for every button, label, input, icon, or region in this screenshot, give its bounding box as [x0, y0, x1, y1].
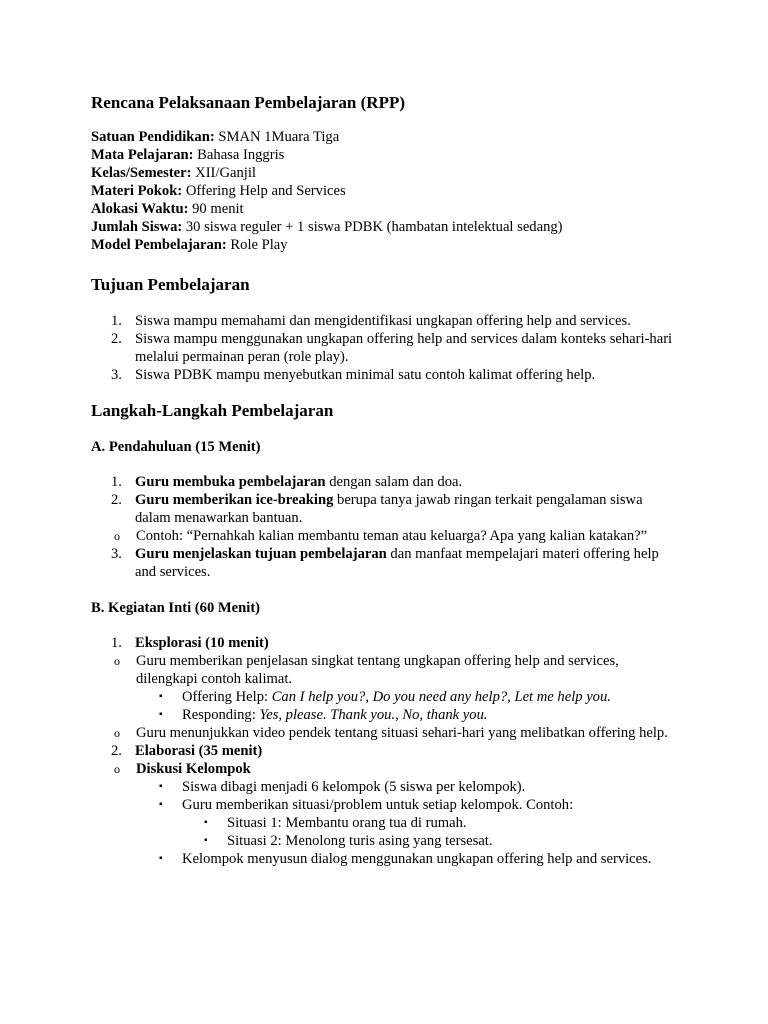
list-item-elaborasi: 2. Elaborasi (35 menit) [111, 743, 263, 759]
inti-heading: B. Kegiatan Inti (60 Menit) [91, 600, 261, 616]
list-item: 3. Siswa PDBK mampu menyebutkan minimal satu contoh kalimat offering help. [111, 367, 596, 383]
list-subitem: o Contoh: “Pernahkah kalian membantu teman atau keluarga? Apa yang kalian katakan?” [114, 528, 648, 544]
meta-kelas: Kelas/Semester: XII/Ganjil [91, 165, 256, 181]
list-number: 3. [111, 546, 122, 562]
circle-bullet-icon: o [114, 529, 120, 543]
list-number: 1. [111, 474, 122, 490]
langkah-heading: Langkah-Langkah Pembelajaran [91, 401, 334, 420]
list-number: 2. [111, 743, 122, 759]
pendahuluan-list [91, 473, 681, 581]
square-bullet-icon: ▪ [159, 709, 163, 720]
list-item: 1. Siswa mampu memahami dan mengidentifikasi ungkapan offering help and services. [111, 313, 631, 329]
inti-list [91, 634, 681, 868]
square-bullet-icon: ▪ [204, 817, 208, 828]
circle-bullet-icon: o [114, 726, 120, 740]
document-body [91, 92, 681, 868]
list-subsubitem: ▪ Responding: Yes, please. Thank you., No, thank you. [159, 707, 488, 723]
list-item-eksplorasi: 1. Eksplorasi (10 menit) [111, 635, 269, 651]
meta-block [91, 128, 681, 254]
list-item: 1. Guru membuka pembelajaran dengan salam dan doa. [111, 474, 463, 490]
meta-alokasi: Alokasi Waktu: 90 menit [91, 201, 244, 217]
tujuan-heading: Tujuan Pembelajaran [91, 275, 250, 294]
meta-satuan: Satuan Pendidikan: SMAN 1Muara Tiga [91, 129, 340, 145]
document-title: Rencana Pelaksanaan Pembelajaran (RPP) [91, 93, 406, 112]
meta-mapel: Mata Pelajaran: Bahasa Inggris [91, 147, 285, 163]
list-number: 1. [111, 313, 122, 329]
square-bullet-icon: ▪ [204, 835, 208, 846]
circle-bullet-icon: o [114, 654, 120, 668]
list-subitem: o Guru menunjukkan video pendek tentang situasi sehari-hari yang melibatkan offering help. [114, 725, 668, 741]
list-subitem: o Diskusi Kelompok [114, 761, 251, 777]
list-subsubitem: ▪ Siswa dibagi menjadi 6 kelompok (5 siswa per kelompok). [159, 779, 526, 795]
square-bullet-icon: ▪ [159, 691, 163, 702]
list-subsubsubitem: ▪ Situasi 2: Menolong turis asing yang tersesat. [204, 833, 493, 849]
list-number: 3. [111, 367, 122, 383]
list-number: 2. [111, 331, 122, 347]
square-bullet-icon: ▪ [159, 799, 163, 810]
pendahuluan-heading: A. Pendahuluan (15 Menit) [91, 439, 261, 455]
tujuan-list [91, 312, 681, 384]
square-bullet-icon: ▪ [159, 781, 163, 792]
list-subsubitem: ▪ Guru memberikan situasi/problem untuk setiap kelompok. Contoh: [159, 797, 574, 813]
list-number: 1. [111, 635, 122, 651]
list-item: 3. Guru menjelaskan tujuan pembelajaran dan manfaat mempelajari materi offering help and services. [111, 546, 659, 580]
circle-bullet-icon: o [114, 762, 120, 776]
list-item: 2. Guru memberikan ice-breaking berupa tanya jawab ringan terkait pengalaman siswa dalam menawarkan bantuan. [111, 492, 643, 526]
list-subsubitem: ▪ Kelompok menyusun dialog menggunakan ungkapan offering help and services. [159, 851, 652, 867]
meta-model: Model Pembelajaran: Role Play [91, 237, 288, 253]
list-number: 2. [111, 492, 122, 508]
meta-jumlah: Jumlah Siswa: 30 siswa reguler + 1 siswa PDBK (hambatan intelektual sedang) [91, 219, 563, 235]
list-subitem: o Guru memberikan penjelasan singkat tentang ungkapan offering help and services, dilengkapi contoh kalimat. [114, 653, 619, 687]
meta-materi: Materi Pokok: Offering Help and Services [91, 183, 346, 199]
list-subsubsubitem: ▪ Situasi 1: Membantu orang tua di rumah. [204, 815, 467, 831]
list-item: 2. Siswa mampu menggunakan ungkapan offering help and services dalam konteks sehari-hari melalui permainan peran (role play). [111, 331, 673, 365]
list-subsubitem: ▪ Offering Help: Can I help you?, Do you need any help?, Let me help you. [159, 689, 611, 705]
square-bullet-icon: ▪ [159, 853, 163, 864]
